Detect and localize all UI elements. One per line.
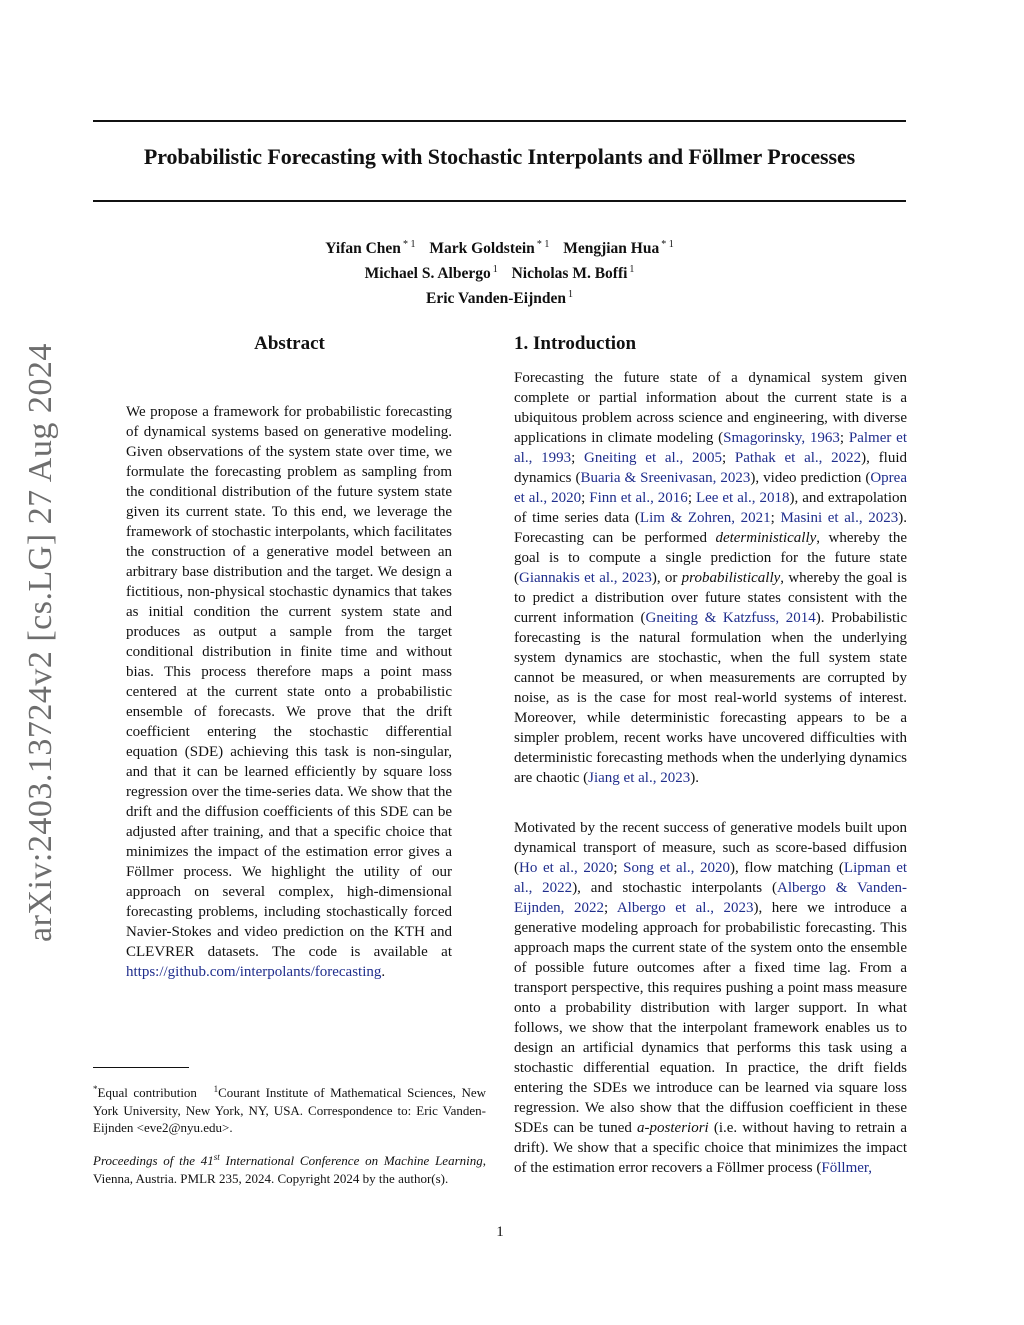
body-text: ;: [770, 510, 781, 526]
citation-link[interactable]: Ho et al., 2020: [519, 860, 614, 876]
author: Eric Vanden-Eijnden $^1$: [426, 289, 573, 307]
author-list: [93, 234, 906, 309]
emphasis-text: a-posteriori: [637, 1120, 709, 1136]
body-text: Forecasting the future state of a dynamical system given complete or partial information about the current state is a ubiquitous problem across science and engineering, with diverse applications in climate modeling (: [514, 370, 907, 446]
body-text: Motivated by the recent success of generative models built upon dynamical transport of measure, such as score-based diffusion (: [514, 820, 907, 876]
body-text: ), or: [651, 570, 682, 586]
body-text: ;: [839, 430, 849, 446]
abstract-text: We propose a framework for probabilistic forecasting of dynamical systems based on generative modeling. Given observations of the system state over time, we formulate the forecasting problem as sampling from the conditional distribution of the future system state given its current state. To this end, we leverage the framework of stochastic interpolants, which facilitates the construction of a generative model between an arbitrary base distribution and the target. We design a fictitious, non-physical stochastic dynamics that takes as initial condition the current system state and produces as output a sample from the target conditional distribution in finite time and without bias. This process therefore maps a point mass centered at the current state onto a probabilistic ensemble of forecasts. We prove that the drift coefficient entering the stochastic differential equation (SDE) achieving this task is non-singular, and that it can be learned efficiently by square loss regression over the time-series data. We show that the drift and the diffusion coefficients of this SDE can be adjusted after training, and that a specific choice that minimizes the impact of the estimation error gives a Föllmer process. We highlight the utility of our approach on several complex, high-dimensional forecasting problems, including stochastically forced Navier-Stokes and video prediction on the KTH and CLEVRER datasets. The code is available at: [126, 404, 452, 960]
page-number: 1: [496, 1224, 504, 1240]
emphasis-text: deterministically: [715, 530, 817, 546]
author-line: [93, 259, 906, 284]
citation-link[interactable]: Giannakis et al., 2023: [519, 570, 652, 586]
citation-link[interactable]: Buaria & Sreenivasan, 2023: [580, 470, 751, 486]
author: Michael S. Albergo $^1$: [364, 264, 498, 282]
footnote: *Equal contribution $^1$Courant Institute of Mathematical Sciences, New York University, New York, NY, USA. Correspondence to: Eric Vanden-Eijnden <eve2@nyu.edu>.: [93, 1084, 486, 1135]
author: Nicholas M. Boffi $^1$: [511, 264, 635, 282]
body-text: ;: [571, 450, 585, 466]
citation-link[interactable]: Lee et al., 2018: [695, 490, 790, 506]
body-text: ;: [721, 450, 735, 466]
body-text: , whereby the goal is to predict a distribution over future states consistent with the current information (: [514, 570, 907, 626]
citation-link[interactable]: Pathak et al., 2022: [734, 450, 862, 466]
body-text: ;: [613, 860, 624, 876]
citation-link[interactable]: Smagorinsky, 1963: [723, 430, 840, 446]
body-text: ), and stochastic interpolants (: [572, 880, 778, 896]
citation-link[interactable]: Palmer et al., 1993: [514, 430, 907, 466]
author: Yifan Chen $^{* 1}$: [325, 239, 416, 257]
abstract-heading: Abstract: [254, 333, 325, 354]
emphasis-text: probabilistically: [681, 570, 781, 586]
citation-link[interactable]: Albergo et al., 2023: [616, 900, 754, 916]
citation-link[interactable]: Föllmer,: [821, 1160, 873, 1176]
citation-link[interactable]: Oprea et al., 2020: [514, 470, 907, 506]
title-rule-bottom: [93, 200, 906, 202]
intro-paragraph-1: [514, 368, 907, 788]
author-line: [93, 284, 906, 309]
body-text: ). Forecasting can be performed: [514, 510, 907, 546]
citation-link[interactable]: Masini et al., 2023: [780, 510, 899, 526]
proceedings-note: Proceedings of the 41st International Conference on Machine Learning, Vienna, Austria. PMLR 235, 2024. Copyright 2024 by the author(s).: [93, 1152, 486, 1186]
body-text: ;: [603, 900, 617, 916]
introduction-heading: 1. Introduction: [514, 333, 637, 354]
author-line: [93, 234, 906, 259]
title-rule-top: [93, 120, 906, 122]
body-text: ). Probabilistic forecasting is the natural formulation when the underlying system dynamics are stochastic, when the full system state cannot be measured, or when measurements are corrupted by noise, as is the case for most real-world systems of interest. Moreover, while deterministic forecasting appears to be a simpler problem, recent works have uncovered difficulties with deterministic forecasting methods when the underlying dynamics are chaotic (: [514, 610, 907, 786]
author: Mengjian Hua $^{* 1}$: [563, 239, 674, 257]
citation-link[interactable]: Gneiting & Katzfuss, 2014: [645, 610, 816, 626]
author: Mark Goldstein $^{* 1}$: [429, 239, 550, 257]
body-text: ;: [581, 490, 590, 506]
citation-link[interactable]: Jiang et al., 2023: [588, 770, 691, 786]
body-text: ;: [687, 490, 696, 506]
affiliation: Courant Institute of Mathematical Sciences, New York University, New York, NY, USA. Correspondence to: Eric Vanden-Eijnden <eve2@nyu.edu>.: [93, 1085, 486, 1135]
body-text: (i.e. without having to retrain a drift). We show that a specific choice that minimizes the impact of the estimation error recovers a Föllmer process (: [514, 1120, 907, 1176]
citation-link[interactable]: Finn et al., 2016: [589, 490, 688, 506]
equal-contribution: Equal contribution: [97, 1085, 197, 1100]
code-link[interactable]: https://github.com/interpolants/forecasting: [126, 964, 382, 980]
citation-link[interactable]: Albergo & Vanden-Eijnden, 2022: [514, 880, 907, 916]
intro-paragraph-2: [514, 818, 907, 1178]
citation-link[interactable]: Lipman et al., 2022: [514, 860, 908, 896]
arxiv-identifier: arXiv:2403.13724v2 [cs.LG] 27 Aug 2024: [22, 343, 59, 942]
citation-link[interactable]: Gneiting et al., 2005: [584, 450, 722, 466]
paper-title: Probabilistic Forecasting with Stochastic Interpolants and Föllmer Processes: [143, 144, 856, 169]
footnote-rule: [93, 1067, 189, 1068]
body-text: ), and extrapolation of time series data (: [514, 490, 907, 526]
citation-link[interactable]: Lim & Zohren, 2021: [639, 510, 771, 526]
body-text: ), here we introduce a generative modeling approach for probabilistic forecasting. This approach maps the current state of the system onto the ensemble of possible future outcomes after a fixed time lag. From a transport perspective, this requires pushing a point mass measure onto a probability distribution with larger support. In what follows, we show that the interpolant framework enables us to design an artificial dynamics that performs this task using a stochastic differential equation. In practice, the drift fields entering the SDEs we introduce can be learned via square loss regression. We also show that the diffusion coefficient in these SDEs can be tuned: [514, 900, 908, 1136]
body-text: , whereby the goal is to compute a single prediction for the future state (: [514, 530, 907, 586]
body-text: ).: [690, 770, 699, 786]
citation-link[interactable]: Song et al., 2020: [623, 860, 730, 876]
body-text: ), flow matching (: [730, 860, 844, 876]
body-text: ), fluid dynamics (: [514, 450, 908, 486]
body-text: ), video prediction (: [750, 470, 871, 486]
abstract-body: We propose a framework for probabilistic forecasting of dynamical systems based on generative modeling. Given observations of the system state over time, we formulate the forecasting problem as sampling from the conditional distribution of the future system state given its current state. To this end, we leverage the framework of stochastic interpolants, which facilitates the construction of a generative model between an arbitrary base distribution and the target. We design a fictitious, non-physical stochastic dynamics that takes as initial condition the current system state and produces as output a sample from the target conditional distribution in finite time and without bias. This process therefore maps a point mass centered at the current state onto a probabilistic ensemble of forecasts. We prove that the drift coefficient entering the stochastic differential equation (SDE) achieving this task is non-singular, and that it can be learned efficiently by square loss regression over the time-series data. We show that the drift and the diffusion coefficients of this SDE can be adjusted after training, and that a specific choice that minimizes the impact of the estimation error gives a Föllmer process. We highlight the utility of our approach on several complex, high-dimensional forecasting problems, including stochastically forced Navier-Stokes and video prediction on the KTH and CLEVRER datasets. The code is available at https://github.com/interpolants/forecasting.: [126, 404, 452, 980]
